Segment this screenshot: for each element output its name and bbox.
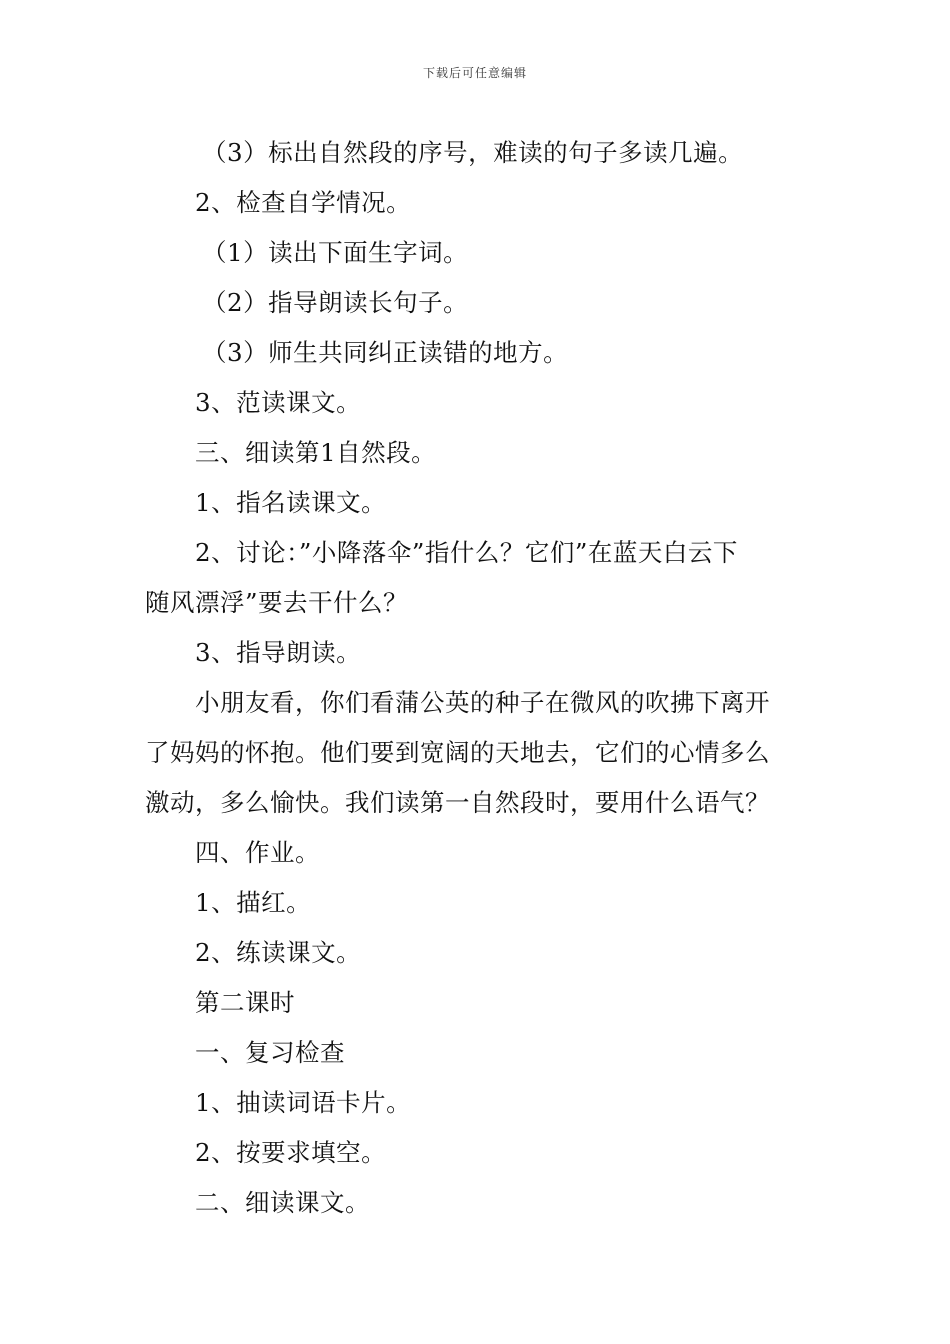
paragraph-line: 激动，多么愉快。我们读第一自然段时，要用什么语气？ <box>145 788 770 817</box>
paragraph-line: 1、描红。 <box>195 888 312 917</box>
paragraph-line: 小朋友看，你们看蒲公英的种子在微风的吹拂下离开 <box>195 688 770 717</box>
lesson-heading: 第二课时 <box>195 988 295 1017</box>
paragraph-line: 1、指名读课文。 <box>195 488 387 517</box>
paragraph-line: 2、讨论：”小降落伞”指什么？它们”在蓝天白云下 <box>195 538 738 567</box>
paragraph-line: 2、按要求填空。 <box>195 1138 387 1167</box>
section-heading: 三、细读第1自然段。 <box>195 438 437 467</box>
section-heading: 二、细读课文。 <box>195 1188 370 1217</box>
paragraph-line: （3）师生共同纠正读错的地方。 <box>202 338 569 367</box>
paragraph-line: 1、抽读词语卡片。 <box>195 1088 412 1117</box>
paragraph-line: 3、范读课文。 <box>195 388 362 417</box>
paragraph-line: （1）读出下面生字词。 <box>202 238 469 267</box>
paragraph-line: （3）标出自然段的序号，难读的句子多读几遍。 <box>202 138 744 167</box>
section-heading: 一、复习检查 <box>195 1038 345 1067</box>
paragraph-line: 3、指导朗读。 <box>195 638 362 667</box>
paragraph-line: 随风漂浮”要去干什么？ <box>145 588 409 617</box>
paragraph-line: 2、检查自学情况。 <box>195 188 412 217</box>
paragraph-line: （2）指导朗读长句子。 <box>202 288 469 317</box>
section-heading: 四、作业。 <box>195 838 320 867</box>
paragraph-line: 了妈妈的怀抱。他们要到宽阔的天地去，它们的心情多么 <box>145 738 770 767</box>
document-body <box>145 128 810 1228</box>
page-header: 下载后可任意编辑 <box>422 66 527 80</box>
paragraph-line: 2、练读课文。 <box>195 938 362 967</box>
